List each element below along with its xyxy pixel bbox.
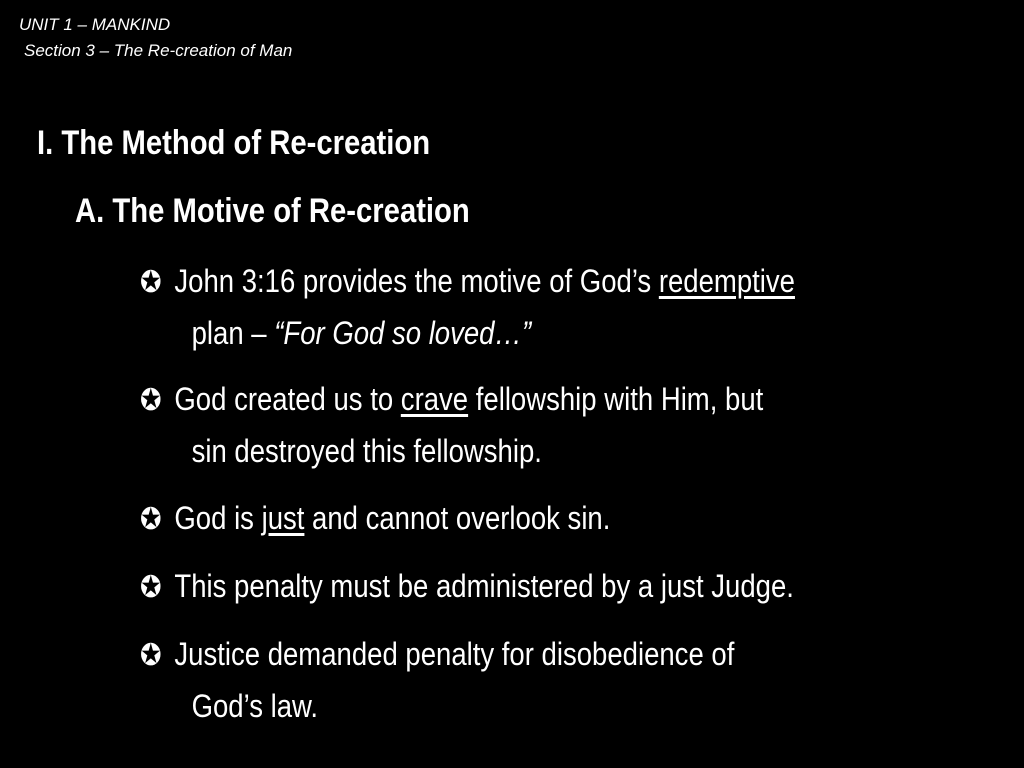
bullet-text: John 3:16 provides the motive of God’s: [174, 263, 659, 299]
star-circle-icon: ✪: [140, 266, 162, 299]
bullet-continuation: God’s law.: [191, 688, 319, 724]
bullet-text: Justice demanded penalty for disobedience of: [174, 636, 735, 672]
unit-title: UNIT 1 – MANKIND: [19, 15, 171, 34]
bullet-text: This penalty must be administered by a just Judge.: [174, 568, 794, 604]
section-title: Section 3 – The Re-creation of Man: [24, 41, 293, 60]
bullet-text: God is: [174, 500, 262, 536]
bullet-text: God created us to: [174, 381, 401, 417]
underlined-term: just: [261, 500, 305, 536]
star-circle-icon: ✪: [140, 571, 162, 604]
bullet-item: [140, 561, 794, 613]
bullet-item: [140, 493, 610, 545]
star-circle-icon: ✪: [140, 503, 162, 536]
main-heading: I. The Method of Re-creation: [37, 124, 431, 162]
underlined-term: redemptive: [658, 263, 795, 299]
bullet-text: plan –: [191, 315, 275, 351]
bullet-continuation: sin destroyed this fellowship.: [191, 433, 542, 469]
bullet-item: [140, 256, 795, 358]
sub-heading: A. The Motive of Re-creation: [75, 192, 470, 230]
quote-text: “For God so loved…”: [274, 315, 532, 351]
bullet-item: [140, 374, 763, 476]
bullet-text: fellowship with Him, but: [468, 381, 764, 417]
bullet-continuation: [140, 308, 795, 358]
star-circle-icon: ✪: [140, 384, 162, 417]
bullet-text: and cannot overlook sin.: [304, 500, 611, 536]
star-circle-icon: ✪: [140, 639, 162, 672]
bullet-item: [140, 629, 734, 731]
underlined-term: crave: [400, 381, 469, 417]
